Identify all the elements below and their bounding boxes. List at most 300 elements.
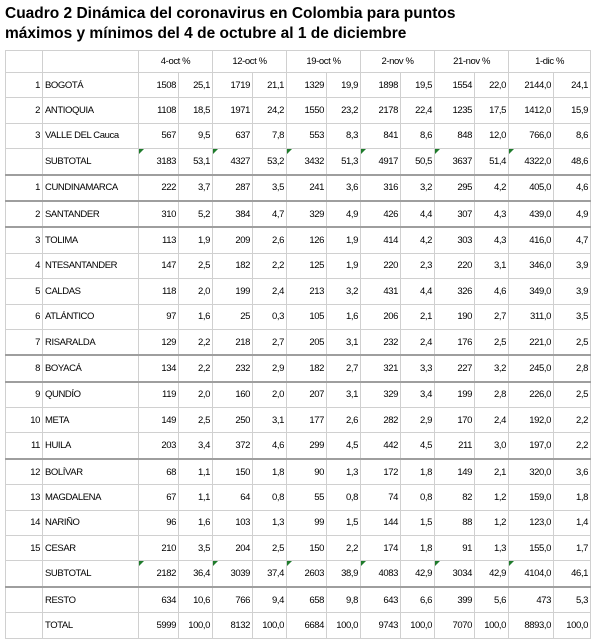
count-cell: 222 (139, 175, 179, 201)
count-cell: 160 (213, 382, 253, 408)
percent-cell: 4,2 (475, 175, 509, 201)
percent-cell: 1,9 (327, 253, 361, 278)
percent-cell: 4,6 (554, 175, 591, 201)
count-cell: 553 (287, 123, 327, 148)
percent-cell: 0,8 (327, 485, 361, 510)
percent-cell: 51,3 (327, 149, 361, 175)
percent-cell: 1,6 (179, 510, 213, 535)
count-cell: 634 (139, 587, 179, 613)
count-cell: 3183 (139, 149, 179, 175)
count-cell: 3432 (287, 149, 327, 175)
row-index: 3 (6, 227, 43, 253)
table-row (6, 561, 591, 587)
count-cell: 209 (213, 227, 253, 253)
row-index: 1 (6, 175, 43, 201)
table-row (6, 123, 591, 148)
count-cell: 150 (213, 459, 253, 485)
percent-cell: 1,9 (327, 227, 361, 253)
percent-cell: 3,3 (401, 355, 435, 381)
count-cell: 329 (361, 382, 401, 408)
count-cell: 134 (139, 355, 179, 381)
percent-cell: 4,6 (253, 433, 287, 459)
row-index: 9 (6, 382, 43, 408)
table-row (6, 485, 591, 510)
percent-cell: 1,7 (554, 536, 591, 561)
table-row (6, 355, 591, 381)
count-cell: 55 (287, 485, 327, 510)
table-row (6, 587, 591, 613)
count-cell: 82 (435, 485, 475, 510)
count-cell: 346,0 (509, 253, 554, 278)
count-cell: 99 (287, 510, 327, 535)
percent-cell: 51,4 (475, 149, 509, 175)
count-cell: 384 (213, 201, 253, 227)
percent-cell: 1,1 (179, 485, 213, 510)
percent-cell: 37,4 (253, 561, 287, 587)
percent-cell: 24,2 (253, 98, 287, 123)
percent-cell: 8,3 (327, 123, 361, 148)
row-index: 5 (6, 279, 43, 304)
table-row (6, 510, 591, 535)
count-cell: 159,0 (509, 485, 554, 510)
count-cell: 149 (435, 459, 475, 485)
date-header-19-oct: 19-oct % (287, 51, 361, 73)
count-cell: 150 (287, 536, 327, 561)
table-row (6, 201, 591, 227)
count-cell: 125 (287, 253, 327, 278)
count-cell: 126 (287, 227, 327, 253)
percent-cell: 1,6 (327, 304, 361, 329)
row-name: BOGOTÁ (43, 73, 139, 98)
percent-cell: 3,6 (327, 175, 361, 201)
percent-cell: 3,1 (475, 253, 509, 278)
percent-cell: 36,4 (179, 561, 213, 587)
count-cell: 282 (361, 408, 401, 433)
percent-cell: 0,3 (253, 304, 287, 329)
coronavirus-table (5, 50, 591, 639)
percent-cell: 1,1 (179, 459, 213, 485)
percent-cell: 53,1 (179, 149, 213, 175)
count-cell: 4327 (213, 149, 253, 175)
row-index: 13 (6, 485, 43, 510)
percent-cell: 2,5 (554, 382, 591, 408)
percent-cell: 2,0 (179, 279, 213, 304)
row-index (6, 561, 43, 587)
percent-cell: 9,4 (253, 587, 287, 613)
percent-cell: 2,5 (179, 253, 213, 278)
count-cell: 206 (361, 304, 401, 329)
count-cell: 303 (435, 227, 475, 253)
count-cell: 3637 (435, 149, 475, 175)
percent-cell: 1,6 (179, 304, 213, 329)
percent-cell: 6,6 (401, 587, 435, 613)
percent-cell: 2,1 (401, 304, 435, 329)
count-cell: 6684 (287, 613, 327, 638)
row-name: SUBTOTAL (43, 149, 139, 175)
count-cell: 399 (435, 587, 475, 613)
percent-cell: 48,6 (554, 149, 591, 175)
row-index: 6 (6, 304, 43, 329)
count-cell: 287 (213, 175, 253, 201)
count-cell: 431 (361, 279, 401, 304)
percent-cell: 23,2 (327, 98, 361, 123)
percent-cell: 2,4 (401, 329, 435, 355)
percent-cell: 3,2 (475, 355, 509, 381)
count-cell: 144 (361, 510, 401, 535)
count-cell: 3039 (213, 561, 253, 587)
count-cell: 326 (435, 279, 475, 304)
count-cell: 2182 (139, 561, 179, 587)
row-index (6, 613, 43, 638)
count-cell: 329 (287, 201, 327, 227)
percent-cell: 100,0 (179, 613, 213, 638)
count-cell: 8893,0 (509, 613, 554, 638)
count-cell: 232 (213, 355, 253, 381)
count-cell: 7070 (435, 613, 475, 638)
percent-cell: 4,9 (327, 201, 361, 227)
percent-cell: 2,6 (253, 227, 287, 253)
count-cell: 227 (435, 355, 475, 381)
count-cell: 88 (435, 510, 475, 535)
row-name: RISARALDA (43, 329, 139, 355)
percent-cell: 2,2 (554, 433, 591, 459)
percent-cell: 1,3 (327, 459, 361, 485)
count-cell: 1719 (213, 73, 253, 98)
count-cell: 203 (139, 433, 179, 459)
percent-cell: 5,6 (475, 587, 509, 613)
row-name: HUILA (43, 433, 139, 459)
percent-cell: 3,6 (554, 459, 591, 485)
percent-cell: 1,3 (475, 536, 509, 561)
row-name: NTESANTANDER (43, 253, 139, 278)
table-row (6, 279, 591, 304)
count-cell: 123,0 (509, 510, 554, 535)
header-empty-cell (43, 51, 139, 73)
table-row (6, 459, 591, 485)
count-cell: 204 (213, 536, 253, 561)
percent-cell: 100,0 (253, 613, 287, 638)
percent-cell: 2,7 (475, 304, 509, 329)
percent-cell: 100,0 (554, 613, 591, 638)
row-index: 4 (6, 253, 43, 278)
row-name: BOYACÁ (43, 355, 139, 381)
count-cell: 25 (213, 304, 253, 329)
row-name: SUBTOTAL (43, 561, 139, 587)
row-index: 15 (6, 536, 43, 561)
count-cell: 1235 (435, 98, 475, 123)
count-cell: 1554 (435, 73, 475, 98)
percent-cell: 4,4 (401, 201, 435, 227)
count-cell: 103 (213, 510, 253, 535)
table-row (6, 73, 591, 98)
count-cell: 97 (139, 304, 179, 329)
count-cell: 4917 (361, 149, 401, 175)
count-cell: 426 (361, 201, 401, 227)
percent-cell: 1,2 (475, 485, 509, 510)
percent-cell: 2,9 (253, 355, 287, 381)
percent-cell: 15,9 (554, 98, 591, 123)
row-index: 11 (6, 433, 43, 459)
count-cell: 207 (287, 382, 327, 408)
percent-cell: 4,7 (253, 201, 287, 227)
count-cell: 1898 (361, 73, 401, 98)
count-cell: 232 (361, 329, 401, 355)
row-name: BOLÍVAR (43, 459, 139, 485)
count-cell: 155,0 (509, 536, 554, 561)
percent-cell: 1,9 (179, 227, 213, 253)
percent-cell: 1,5 (401, 510, 435, 535)
percent-cell: 3,2 (401, 175, 435, 201)
row-name: META (43, 408, 139, 433)
row-index: 3 (6, 123, 43, 148)
percent-cell: 2,4 (475, 408, 509, 433)
percent-cell: 2,2 (554, 408, 591, 433)
count-cell: 295 (435, 175, 475, 201)
percent-cell: 2,7 (327, 355, 361, 381)
count-cell: 199 (435, 382, 475, 408)
count-cell: 658 (287, 587, 327, 613)
count-cell: 299 (287, 433, 327, 459)
count-cell: 182 (213, 253, 253, 278)
percent-cell: 1,3 (253, 510, 287, 535)
percent-cell: 19,9 (327, 73, 361, 98)
row-name: ATLÁNTICO (43, 304, 139, 329)
count-cell: 190 (435, 304, 475, 329)
percent-cell: 10,6 (179, 587, 213, 613)
table-row (6, 149, 591, 175)
count-cell: 218 (213, 329, 253, 355)
table-row (6, 536, 591, 561)
percent-cell: 1,2 (475, 510, 509, 535)
percent-cell: 1,8 (253, 459, 287, 485)
count-cell: 96 (139, 510, 179, 535)
table-row (6, 408, 591, 433)
count-cell: 245,0 (509, 355, 554, 381)
percent-cell: 3,5 (253, 175, 287, 201)
table-title-line-2: máximos y mínimos del 4 de octubre al 1 de diciembre (5, 25, 407, 42)
table-row (6, 613, 591, 638)
percent-cell: 1,4 (554, 510, 591, 535)
percent-cell: 7,8 (253, 123, 287, 148)
percent-cell: 1,5 (327, 510, 361, 535)
date-header-12-oct: 12-oct % (213, 51, 287, 73)
percent-cell: 100,0 (401, 613, 435, 638)
count-cell: 2178 (361, 98, 401, 123)
count-cell: 637 (213, 123, 253, 148)
percent-cell: 3,7 (179, 175, 213, 201)
date-header-1-dic: 1-dic % (509, 51, 591, 73)
count-cell: 241 (287, 175, 327, 201)
percent-cell: 42,9 (401, 561, 435, 587)
table-row (6, 227, 591, 253)
row-name: RESTO (43, 587, 139, 613)
count-cell: 2144,0 (509, 73, 554, 98)
percent-cell: 0,8 (401, 485, 435, 510)
percent-cell: 4,3 (475, 201, 509, 227)
row-name: ANTIOQUIA (43, 98, 139, 123)
percent-cell: 2,8 (554, 355, 591, 381)
row-index (6, 587, 43, 613)
header-empty-cell (6, 51, 43, 73)
percent-cell: 3,1 (253, 408, 287, 433)
count-cell: 316 (361, 175, 401, 201)
row-index: 2 (6, 98, 43, 123)
count-cell: 74 (361, 485, 401, 510)
percent-cell: 3,9 (554, 279, 591, 304)
percent-cell: 4,7 (554, 227, 591, 253)
table-title (5, 4, 590, 44)
count-cell: 220 (435, 253, 475, 278)
count-cell: 1971 (213, 98, 253, 123)
count-cell: 9743 (361, 613, 401, 638)
count-cell: 147 (139, 253, 179, 278)
count-cell: 766 (213, 587, 253, 613)
count-cell: 321 (361, 355, 401, 381)
count-cell: 1550 (287, 98, 327, 123)
row-index: 10 (6, 408, 43, 433)
count-cell: 311,0 (509, 304, 554, 329)
percent-cell: 2,5 (554, 329, 591, 355)
percent-cell: 3,1 (327, 382, 361, 408)
count-cell: 172 (361, 459, 401, 485)
count-cell: 205 (287, 329, 327, 355)
count-cell: 414 (361, 227, 401, 253)
percent-cell: 2,4 (253, 279, 287, 304)
percent-cell: 3,4 (401, 382, 435, 408)
percent-cell: 2,6 (327, 408, 361, 433)
count-cell: 416,0 (509, 227, 554, 253)
percent-cell: 2,5 (475, 329, 509, 355)
row-name: CESAR (43, 536, 139, 561)
table-row (6, 433, 591, 459)
count-cell: 766,0 (509, 123, 554, 148)
percent-cell: 2,2 (179, 329, 213, 355)
count-cell: 64 (213, 485, 253, 510)
table-row (6, 329, 591, 355)
count-cell: 405,0 (509, 175, 554, 201)
count-cell: 310 (139, 201, 179, 227)
count-cell: 221,0 (509, 329, 554, 355)
row-name: CUNDINAMARCA (43, 175, 139, 201)
row-index (6, 149, 43, 175)
row-name: QUNDÍO (43, 382, 139, 408)
count-cell: 250 (213, 408, 253, 433)
percent-cell: 2,5 (179, 408, 213, 433)
percent-cell: 4,5 (401, 433, 435, 459)
percent-cell: 2,0 (179, 382, 213, 408)
percent-cell: 1,8 (401, 459, 435, 485)
percent-cell: 22,0 (475, 73, 509, 98)
count-cell: 119 (139, 382, 179, 408)
percent-cell: 17,5 (475, 98, 509, 123)
count-cell: 67 (139, 485, 179, 510)
count-cell: 4322,0 (509, 149, 554, 175)
percent-cell: 12,0 (475, 123, 509, 148)
count-cell: 5999 (139, 613, 179, 638)
percent-cell: 4,3 (475, 227, 509, 253)
percent-cell: 1,8 (554, 485, 591, 510)
percent-cell: 2,8 (475, 382, 509, 408)
percent-cell: 2,9 (401, 408, 435, 433)
count-cell: 439,0 (509, 201, 554, 227)
count-cell: 473 (509, 587, 554, 613)
count-cell: 174 (361, 536, 401, 561)
count-cell: 8132 (213, 613, 253, 638)
count-cell: 2603 (287, 561, 327, 587)
percent-cell: 19,5 (401, 73, 435, 98)
row-index: 14 (6, 510, 43, 535)
percent-cell: 2,1 (475, 459, 509, 485)
percent-cell: 1,8 (401, 536, 435, 561)
count-cell: 149 (139, 408, 179, 433)
row-index: 8 (6, 355, 43, 381)
percent-cell: 9,5 (179, 123, 213, 148)
count-cell: 177 (287, 408, 327, 433)
percent-cell: 100,0 (475, 613, 509, 638)
percent-cell: 2,5 (253, 536, 287, 561)
percent-cell: 3,5 (179, 536, 213, 561)
table-row (6, 175, 591, 201)
count-cell: 213 (287, 279, 327, 304)
count-cell: 3034 (435, 561, 475, 587)
count-cell: 4083 (361, 561, 401, 587)
row-name: MAGDALENA (43, 485, 139, 510)
percent-cell: 3,9 (554, 253, 591, 278)
count-cell: 372 (213, 433, 253, 459)
percent-cell: 53,2 (253, 149, 287, 175)
percent-cell: 46,1 (554, 561, 591, 587)
count-cell: 129 (139, 329, 179, 355)
count-cell: 105 (287, 304, 327, 329)
percent-cell: 3,4 (179, 433, 213, 459)
percent-cell: 38,9 (327, 561, 361, 587)
percent-cell: 2,3 (401, 253, 435, 278)
count-cell: 192,0 (509, 408, 554, 433)
row-name: CALDAS (43, 279, 139, 304)
percent-cell: 24,1 (554, 73, 591, 98)
percent-cell: 9,8 (327, 587, 361, 613)
percent-cell: 100,0 (327, 613, 361, 638)
table-row (6, 253, 591, 278)
row-name: TOTAL (43, 613, 139, 638)
percent-cell: 8,6 (554, 123, 591, 148)
row-index: 2 (6, 201, 43, 227)
percent-cell: 42,9 (475, 561, 509, 587)
row-name: TOLIMA (43, 227, 139, 253)
row-index: 1 (6, 73, 43, 98)
percent-cell: 0,8 (253, 485, 287, 510)
percent-cell: 4,6 (475, 279, 509, 304)
percent-cell: 18,5 (179, 98, 213, 123)
percent-cell: 25,1 (179, 73, 213, 98)
percent-cell: 8,6 (401, 123, 435, 148)
count-cell: 199 (213, 279, 253, 304)
count-cell: 210 (139, 536, 179, 561)
count-cell: 113 (139, 227, 179, 253)
percent-cell: 3,0 (475, 433, 509, 459)
percent-cell: 3,1 (327, 329, 361, 355)
row-index: 7 (6, 329, 43, 355)
percent-cell: 4,4 (401, 279, 435, 304)
count-cell: 643 (361, 587, 401, 613)
count-cell: 176 (435, 329, 475, 355)
percent-cell: 2,7 (253, 329, 287, 355)
percent-cell: 4,5 (327, 433, 361, 459)
percent-cell: 3,2 (327, 279, 361, 304)
row-name: VALLE DEL Cauca (43, 123, 139, 148)
count-cell: 320,0 (509, 459, 554, 485)
percent-cell: 4,2 (401, 227, 435, 253)
